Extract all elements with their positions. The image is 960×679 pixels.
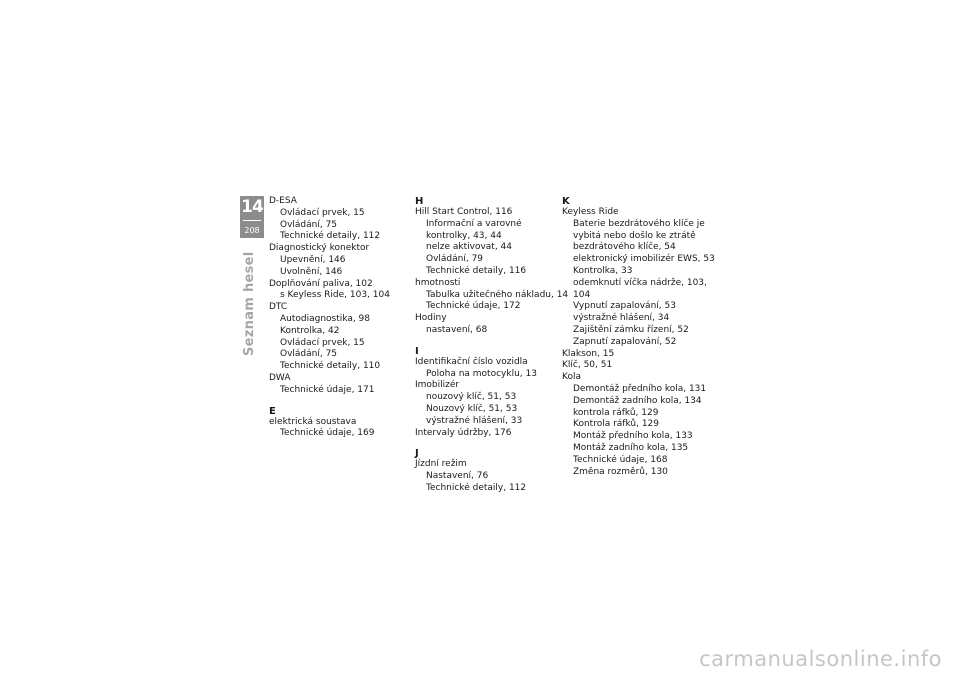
index-entry: Klakson, 15 [562,348,615,359]
index-subentry: Technické údaje, 169 [280,428,375,439]
index-subentry: Uvolnění, 146 [280,266,343,277]
index-subentry: Technické údaje, 172 [426,301,521,312]
index-subentry: Technické detaily, 112 [280,231,381,242]
chapter-number: 14 [241,197,263,217]
index-entry: Imobilizér [415,380,460,391]
index-subentry: Technické detaily, 112 [426,482,527,493]
index-entry: DWA [269,372,291,383]
index-subentry: Poloha na motocyklu, 13 [426,368,537,379]
index-subentry: Baterie bezdrátového klíče je [573,218,705,229]
tab-divider [243,220,261,221]
index-subentry: kontrolky, 43, 44 [426,230,502,241]
index-subentry: Změna rozměrů, 130 [573,466,668,477]
index-subentry: nastavení, 68 [426,324,488,335]
index-subentry: Nouzový klíč, 51, 53 [426,403,518,414]
index-entry: DTC [269,302,288,313]
index-subentry: Nastavení, 76 [426,471,489,482]
index-letter-heading: E [269,405,276,417]
index-letter-heading: J [415,448,419,460]
index-subentry: odemknutí víčka nádrže, 103, [573,277,707,288]
index-letter-heading: I [415,345,419,357]
index-subentry: Demontáž zadního kola, 134 [573,395,702,406]
index-column-3 [562,196,715,478]
index-entry: Hodiny [415,313,447,324]
index-subentry: výstražné hlášení, 34 [573,313,670,324]
index-subentry: Tabulka užitečného nákladu, 14 [426,289,569,300]
index-subentry: Vypnutí zapalování, 53 [573,301,676,312]
index-entry: Doplňování paliva, 102 [269,278,373,289]
index-column-1 [269,196,390,440]
index-subentry: Zapnutí zapalování, 52 [573,336,677,347]
index-subentry: Ovládací prvek, 15 [280,207,365,218]
index-subentry: Kontrolka, 33 [573,265,633,276]
index-subentry: Informační a varovné [426,218,522,229]
index-subentry: elektronický imobilizér EWS, 53 [573,254,715,265]
index-subentry: nouzový klíč, 51, 53 [426,392,517,403]
index-subentry: Upevnění, 146 [280,254,346,265]
index-subentry: Kontrola ráfků, 129 [573,419,660,430]
index-subentry: Ovládací prvek, 15 [280,337,365,348]
index-subentry: bezdrátového klíče, 54 [573,242,676,253]
index-subentry: kontrola ráfků, 129 [573,407,659,418]
index-entry: Intervaly údržby, 176 [415,427,512,438]
index-subentry: Ovládání, 79 [426,254,484,265]
index-subentry: Montáž předního kola, 133 [573,431,693,442]
index-subentry: Technické detaily, 116 [426,265,527,276]
index-entry: Jízdní režim [415,459,467,470]
watermark: carmanualsonline.info [699,647,942,671]
index-entry: D-ESA [269,196,297,206]
index-subentry: Autodiagnostika, 98 [280,313,371,324]
index-entry: hmotnosti [415,277,461,288]
index-subentry: Ovládání, 75 [280,219,338,230]
index-subentry: Technické údaje, 168 [573,454,668,465]
index-subentry: 104 [573,289,591,300]
index-column-2 [415,196,568,495]
index-entry: elektrická soustava [269,416,357,427]
index-subentry: s Keyless Ride, 103, 104 [280,290,390,301]
index-subentry: Demontáž předního kola, 131 [573,383,707,394]
index-subentry: Zajištění zámku řízení, 52 [573,324,689,335]
index-subentry: vybitá nebo došlo ke ztrátě [573,230,696,241]
index-subentry: Kontrolka, 42 [280,325,340,336]
index-entry: Identifikační číslo vozidla [415,356,528,367]
index-subentry: Montáž zadního kola, 135 [573,442,689,453]
index-letter-heading: K [562,196,570,207]
index-entry: Klíč, 50, 51 [562,360,613,371]
chapter-title: Seznam hesel [242,251,257,356]
index-entry: Kola [562,372,581,383]
index-subentry: nelze aktivovat, 44 [426,242,512,253]
index-subentry: Ovládání, 75 [280,349,338,360]
index-subentry: Technické detaily, 110 [280,361,381,372]
index-letter-heading: H [415,196,424,207]
page-number: 208 [244,226,260,235]
index-entry: Keyless Ride [562,207,619,217]
index-subentry: výstražné hlášení, 33 [426,415,523,426]
index-entry: Hill Start Control, 116 [415,207,513,217]
chapter-tab [240,196,264,238]
index-subentry: Technické údaje, 171 [280,384,375,395]
index-entry: Diagnostický konektor [269,243,370,254]
